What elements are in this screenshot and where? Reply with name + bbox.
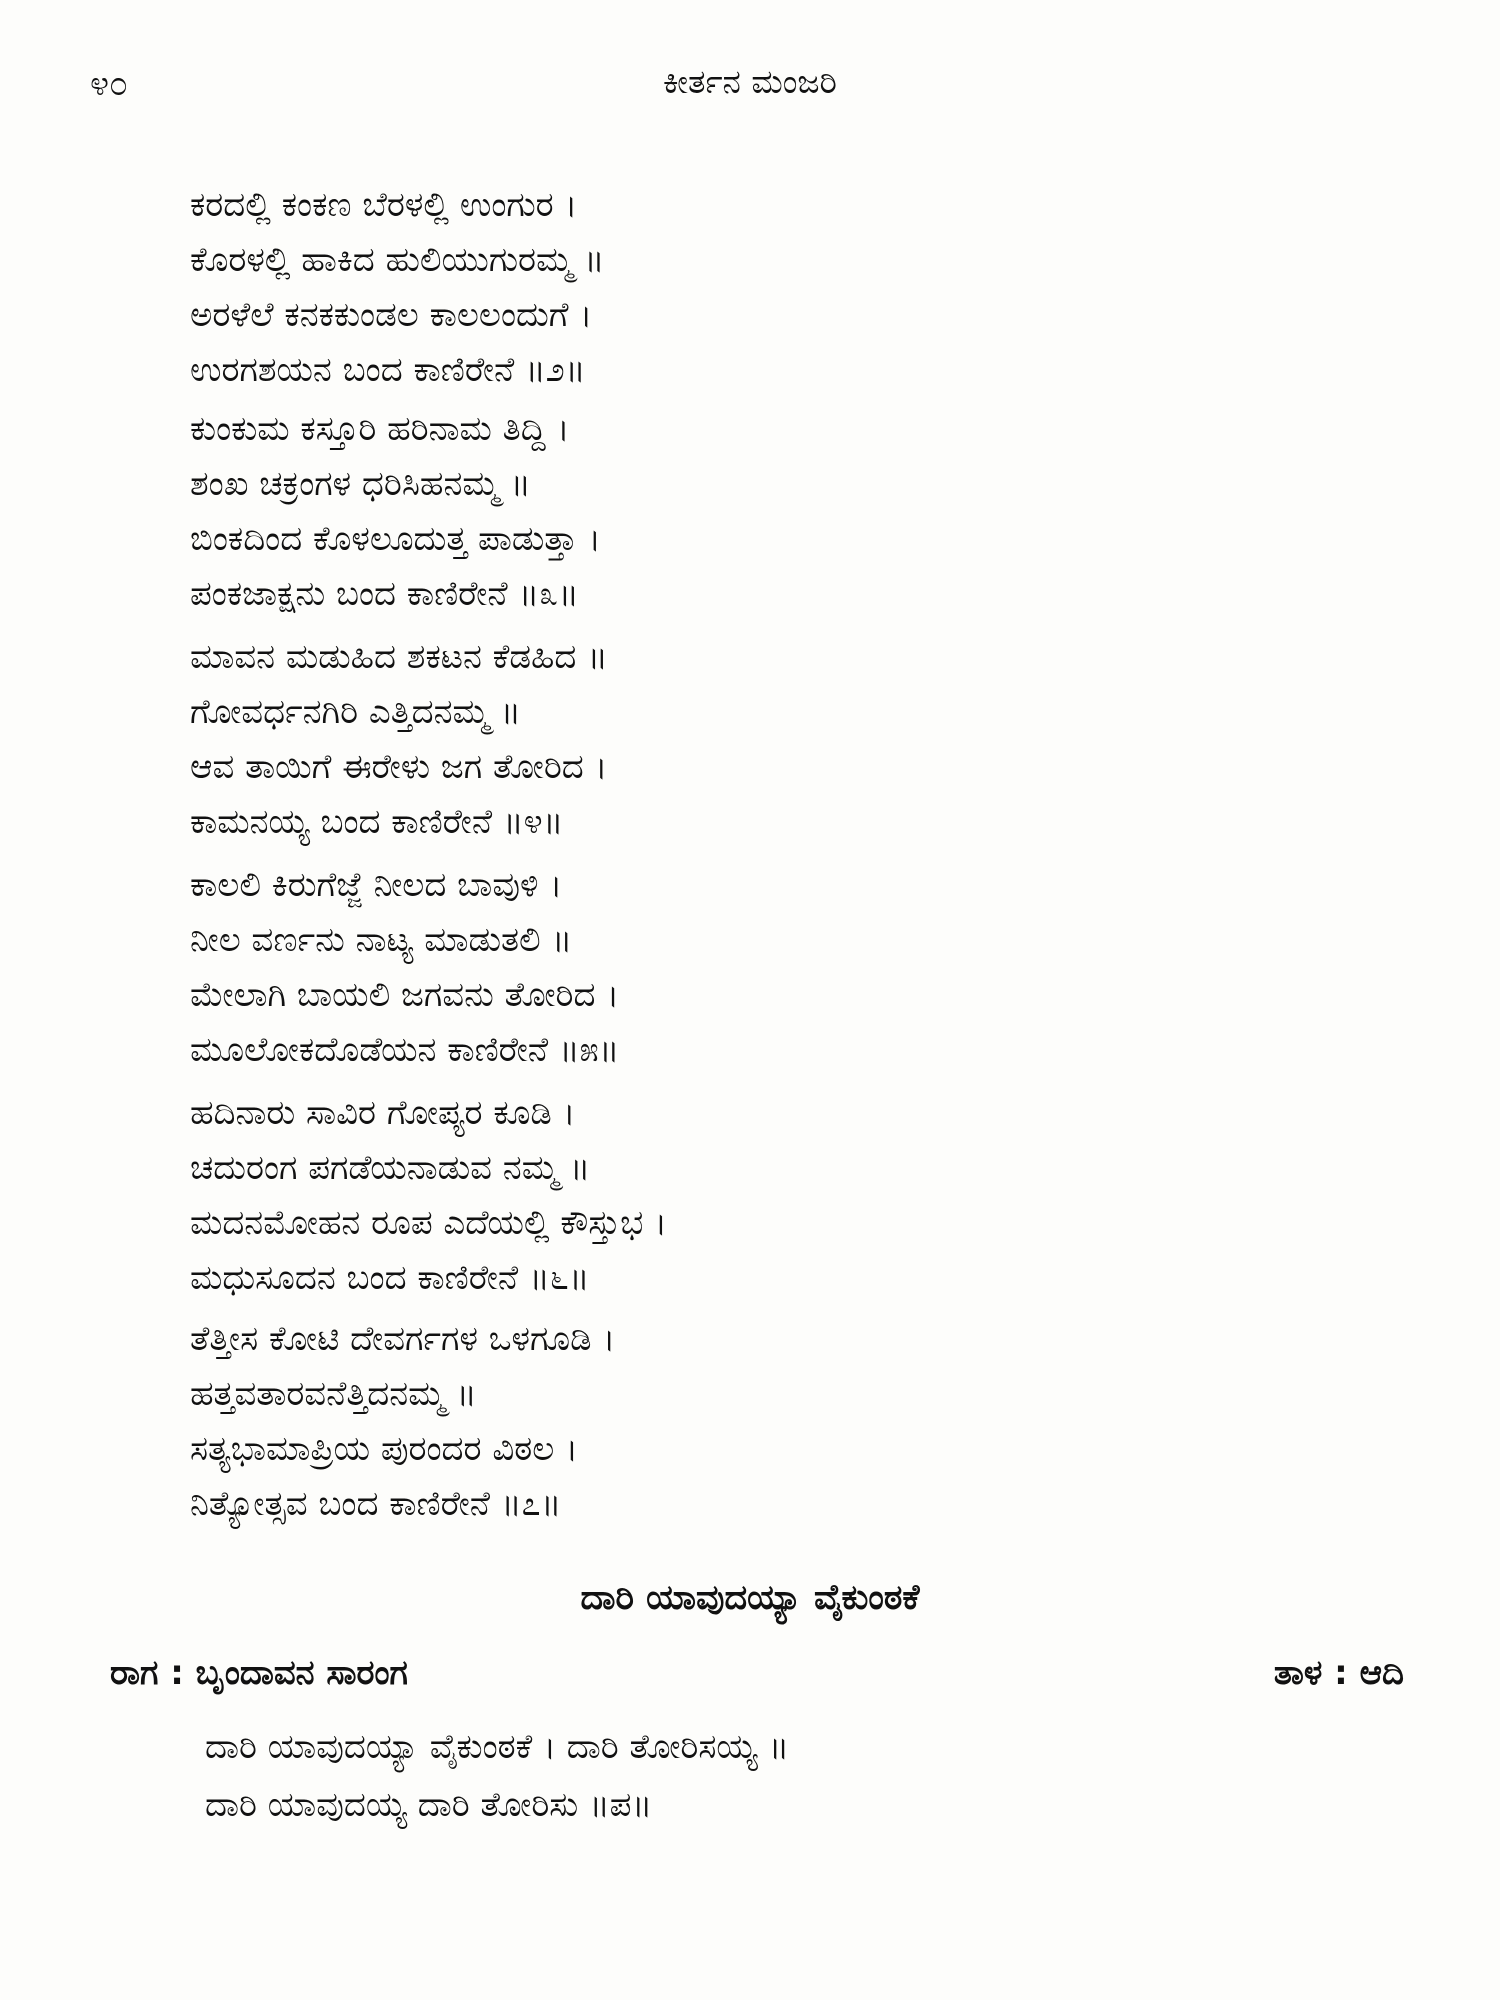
stanza-4 xyxy=(190,630,608,850)
tala-label: ತಾಳ : ಆದಿ xyxy=(1273,1653,1404,1693)
verse-line: ಹದಿನಾರು ಸಾವಿರ ಗೋಪ್ಯರ ಕೂಡಿ । xyxy=(190,1093,576,1133)
verse-line: ಆವ ತಾಯಿಗೆ ಈರೇಳು ಜಗ ತೋರಿದ । xyxy=(190,747,608,787)
pallavi xyxy=(205,1718,789,1834)
verse-line: ಅರಳೆಲೆ ಕನಕಕುಂಡಲ ಕಾಲಲಂದುಗೆ । xyxy=(190,295,593,335)
song-title: ದಾರಿ ಯಾವುದಯ್ಯಾ ವೈಕುಂಠಕೆ xyxy=(580,1578,920,1618)
verse-line: ಉರಗಶಯನ ಬಂದ ಕಾಣಿರೇನೆ ॥೨॥ xyxy=(190,350,586,390)
verse-line: ಮೂಲೋಕದೊಡೆಯನ ಕಾಣಿರೇನೆ ॥೫॥ xyxy=(190,1030,620,1070)
verse-line: ನಿತ್ಯೋತ್ಸವ ಬಂದ ಕಾಣಿರೇನೆ ॥೭॥ xyxy=(190,1484,562,1524)
verse-line: ಮದನಮೋಹನ ರೂಪ ಎದೆಯಲ್ಲಿ ಕೌಸ್ತುಭ । xyxy=(190,1203,668,1243)
stanza-2 xyxy=(190,178,605,398)
pallavi-line: ದಾರಿ ಯಾವುದಯ್ಯಾ ವೈಕುಂಠಕೆ । ದಾರಿ ತೋರಿಸಯ್ಯ ॥ xyxy=(205,1727,790,1767)
verse-line: ಹತ್ತವತಾರವನೆತ್ತಿದನಮ್ಮ ॥ xyxy=(190,1374,477,1414)
stanza-6 xyxy=(190,1086,667,1306)
verse-line: ತೆತ್ತೀಸ ಕೋಟಿ ದೇವರ್ಗಗಳ ಒಳಗೂಡಿ । xyxy=(190,1319,616,1359)
pallavi-line: ದಾರಿ ಯಾವುದಯ್ಯ ದಾರಿ ತೋರಿಸು ॥ಪ॥ xyxy=(205,1785,653,1825)
verse-line: ನೀಲ ವರ್ಣನು ನಾಟ್ಯ ಮಾಡುತಲಿ ॥ xyxy=(190,920,573,960)
verse-line: ಚದುರಂಗ ಪಗಡೆಯನಾಡುವ ನಮ್ಮ ॥ xyxy=(190,1148,591,1188)
stanza-7 xyxy=(190,1312,615,1532)
stanza-5 xyxy=(190,858,619,1078)
raga-label: ರಾಗ : ಬೃಂದಾವನ ಸಾರಂಗ xyxy=(110,1653,408,1693)
verse-line: ಮೇಲಾಗಿ ಬಾಯಲಿ ಜಗವನು ತೋರಿದ । xyxy=(190,975,620,1015)
verse-line: ಮಧುಸೂದನ ಬಂದ ಕಾಣಿರೇನೆ ॥೬॥ xyxy=(190,1258,590,1298)
verse-line: ಕುಂಕುಮ ಕಸ್ತೂರಿ ಹರಿನಾಮ ತಿದ್ದಿ । xyxy=(190,409,570,449)
running-title: ಕೀರ್ತನ ಮಂಜರಿ xyxy=(663,62,837,101)
verse-line: ಕೊರಳಲ್ಲಿ ಹಾಕಿದ ಹುಲಿಯುಗುರಮ್ಮ ॥ xyxy=(190,240,605,280)
verse-line: ಮಾವನ ಮಡುಹಿದ ಶಕಟನ ಕೆಡಹಿದ ॥ xyxy=(190,637,608,677)
verse-line: ಸತ್ಯಭಾಮಾಪ್ರಿಯ ಪುರಂದರ ವಿಠಲ । xyxy=(190,1429,578,1469)
verse-line: ಬಿಂಕದಿಂದ ಕೊಳಲೂದುತ್ತ ಪಾಡುತ್ತಾ । xyxy=(190,519,601,559)
verse-line: ಕಾಮನಯ್ಯ ಬಂದ ಕಾಣಿರೇನೆ ॥೪॥ xyxy=(190,802,564,842)
page-number: ೪೦ xyxy=(90,64,129,104)
verse-line: ಶಂಖ ಚಕ್ರಂಗಳ ಧರಿಸಿಹನಮ್ಮ ॥ xyxy=(190,464,531,504)
verse-line: ಕರದಲ್ಲಿ ಕಂಕಣ ಬೆರಳಲ್ಲಿ ಉಂಗುರ । xyxy=(190,185,578,225)
stanza-3 xyxy=(190,402,601,622)
verse-line: ಕಾಲಲಿ ಕಿರುಗೆಜ್ಜೆ ನೀಲದ ಬಾವುಳಿ । xyxy=(190,865,563,905)
verse-line: ಗೋವರ್ಧನಗಿರಿ ಎತ್ತಿದನಮ್ಮ ॥ xyxy=(190,692,522,732)
verse-line: ಪಂಕಜಾಕ್ಷನು ಬಂದ ಕಾಣಿರೇನೆ ॥೩॥ xyxy=(190,574,579,614)
